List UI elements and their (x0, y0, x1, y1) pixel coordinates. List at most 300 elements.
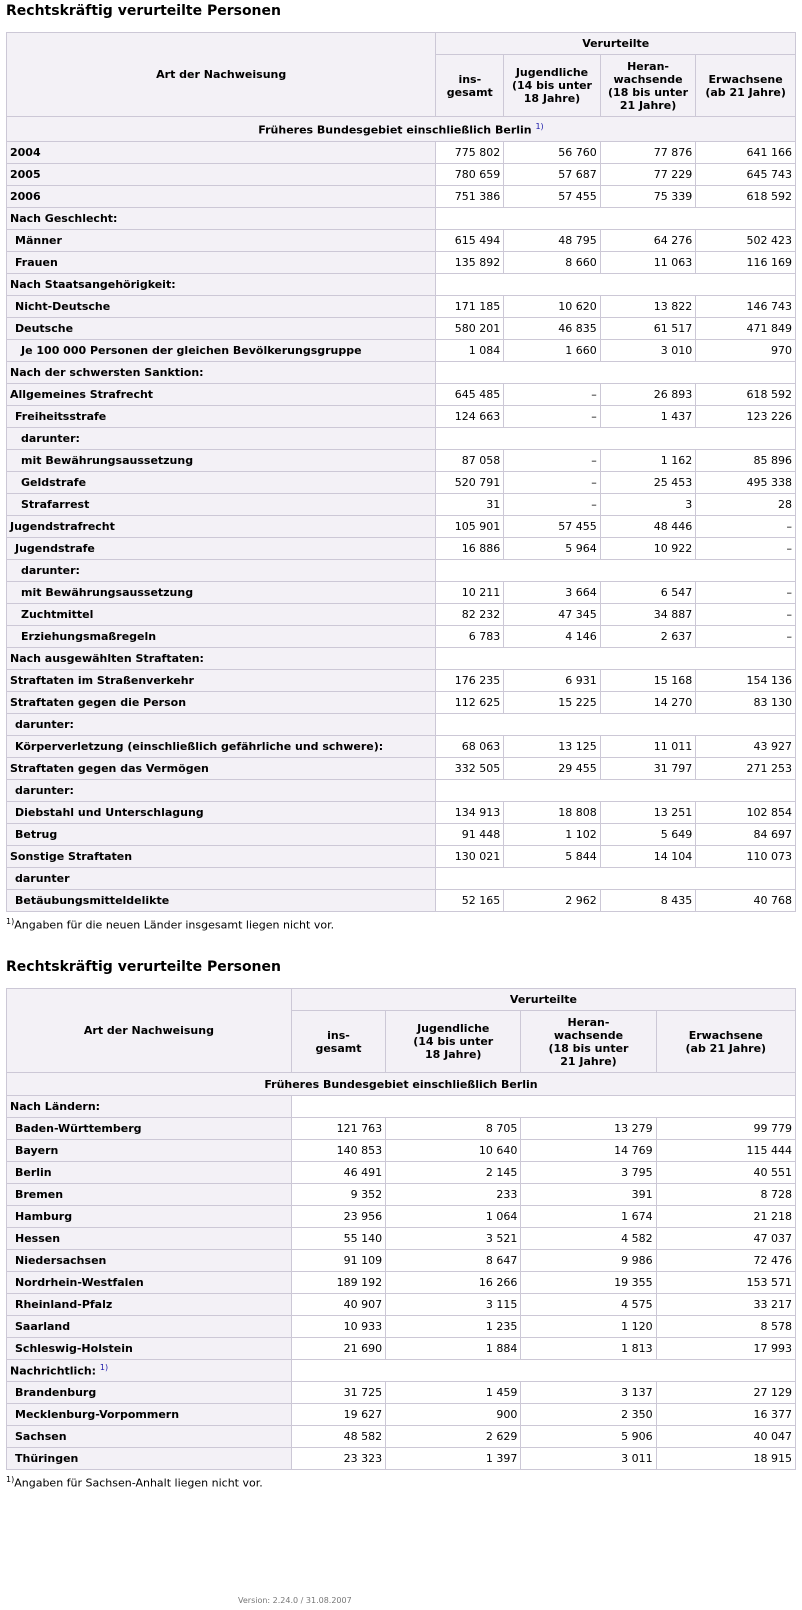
value-cell: 6 547 (600, 582, 696, 604)
row-label-text: Nordrhein-Westfalen (15, 1276, 144, 1289)
row-label (7, 1118, 292, 1140)
row-label (7, 758, 436, 780)
value-cell: 21 218 (656, 1206, 795, 1228)
table-row (7, 1184, 796, 1206)
empty-cell (436, 362, 796, 384)
row-label-text: Körperverletzung (einschließlich gefährliche und schwere): (15, 740, 384, 753)
row-label-text: Schleswig-Holstein (15, 1342, 133, 1355)
value-cell: 15 168 (600, 670, 696, 692)
value-cell: 2 629 (386, 1426, 521, 1448)
header-col-1 (386, 1011, 521, 1073)
value-cell: 1 397 (386, 1448, 521, 1470)
value-cell: 140 853 (291, 1140, 385, 1162)
value-cell: 615 494 (436, 230, 504, 252)
section-heading (7, 1073, 796, 1096)
value-cell: 271 253 (696, 758, 796, 780)
table-row (7, 604, 796, 626)
table-row (7, 1448, 796, 1470)
row-label (7, 274, 436, 296)
value-cell: 135 892 (436, 252, 504, 274)
header-col-line: 21 Jahre) (560, 1054, 617, 1068)
value-cell: 26 893 (600, 384, 696, 406)
table-row (7, 252, 796, 274)
row-label (7, 406, 436, 428)
empty-cell (436, 428, 796, 450)
value-cell: 8 728 (656, 1184, 795, 1206)
value-cell: 31 797 (600, 758, 696, 780)
row-label-text: Nach Ländern: (10, 1100, 101, 1113)
table1 (6, 32, 796, 912)
value-cell: 52 165 (436, 890, 504, 912)
value-cell: 13 251 (600, 802, 696, 824)
table-group-row (7, 780, 796, 802)
row-label-text: Jugendstrafe (15, 542, 95, 555)
row-label-text: Nach Staatsangehörigkeit: (10, 278, 176, 291)
row-label-text: mit Bewährungsaussetzung (21, 586, 194, 599)
row-label-text: Straftaten im Straßenverkehr (10, 674, 194, 687)
value-cell: 121 763 (291, 1118, 385, 1140)
value-cell: 900 (386, 1404, 521, 1426)
table-group-row (7, 1360, 796, 1382)
header-col-line: Jugendliche (417, 1022, 490, 1035)
header-col-line: ins- (327, 1028, 350, 1042)
value-cell: 40 768 (696, 890, 796, 912)
header-col-line: (ab 21 Jahre) (705, 85, 786, 99)
value-cell: 46 835 (504, 318, 601, 340)
row-label-text: Jugendstrafrecht (10, 520, 115, 533)
row-label-text: 2004 (10, 146, 41, 159)
value-cell: 645 485 (436, 384, 504, 406)
header-col-line: ins- (458, 72, 482, 86)
header-col-line: Erwachsene (688, 1028, 763, 1042)
row-label-text: darunter: (21, 432, 80, 445)
value-cell: 68 063 (436, 736, 504, 758)
table-row (7, 1316, 796, 1338)
value-cell: 21 690 (291, 1338, 385, 1360)
row-label (7, 560, 436, 582)
value-cell: 775 802 (436, 142, 504, 164)
row-label-text: Je 100 000 Personen der gleichen Bevölkerungsgruppe (21, 344, 362, 357)
row-label-text: Betäubungsmitteldelikte (15, 894, 170, 907)
table-row (7, 670, 796, 692)
row-label (7, 538, 436, 560)
value-cell: 15 225 (504, 692, 601, 714)
value-cell: 47 037 (656, 1228, 795, 1250)
row-label-text: Mecklenburg-Vorpommern (15, 1408, 180, 1421)
row-label-text: Nach ausgewählten Straftaten: (10, 652, 204, 665)
version-info: Version: 2.24.0 / 31.08.2007 (238, 1596, 352, 1605)
value-cell: 9 986 (521, 1250, 656, 1272)
row-label (7, 164, 436, 186)
table-group-row (7, 1096, 796, 1118)
value-cell: – (504, 472, 601, 494)
value-cell: 23 323 (291, 1448, 385, 1470)
value-cell: 176 235 (436, 670, 504, 692)
value-cell: 47 345 (504, 604, 601, 626)
row-label (7, 494, 436, 516)
header-art: Art der Nachweisung (7, 989, 292, 1073)
value-cell: 28 (696, 494, 796, 516)
value-cell: – (696, 626, 796, 648)
table-group-row (7, 208, 796, 230)
value-cell: 82 232 (436, 604, 504, 626)
value-cell: 43 927 (696, 736, 796, 758)
row-label-text: mit Bewährungsaussetzung (21, 454, 194, 467)
header-art: Art der Nachweisung (7, 33, 436, 117)
value-cell: 645 743 (696, 164, 796, 186)
value-cell: 110 073 (696, 846, 796, 868)
row-label-text: Thüringen (15, 1452, 79, 1465)
value-cell: 16 886 (436, 538, 504, 560)
value-cell: 146 743 (696, 296, 796, 318)
table-row (7, 846, 796, 868)
row-label (7, 1426, 292, 1448)
row-label-text: Betrug (15, 828, 58, 841)
value-cell: 8 660 (504, 252, 601, 274)
empty-cell (436, 714, 796, 736)
table-row (7, 736, 796, 758)
row-label-text: 2005 (10, 168, 41, 181)
header-col-3 (696, 55, 796, 117)
value-cell: 13 125 (504, 736, 601, 758)
value-cell: 91 448 (436, 824, 504, 846)
value-cell: 5 964 (504, 538, 601, 560)
row-label-text: darunter: (15, 718, 74, 731)
value-cell: 153 571 (656, 1272, 795, 1294)
table-group-row (7, 362, 796, 384)
header-col-3 (656, 1011, 795, 1073)
value-cell: 4 575 (521, 1294, 656, 1316)
table2 (6, 988, 796, 1470)
value-cell: 780 659 (436, 164, 504, 186)
value-cell: 3 137 (521, 1382, 656, 1404)
value-cell: 57 687 (504, 164, 601, 186)
row-label-text: Nach Geschlecht: (10, 212, 118, 225)
table-row (7, 340, 796, 362)
value-cell: 8 647 (386, 1250, 521, 1272)
value-cell: 2 350 (521, 1404, 656, 1426)
value-cell: 105 901 (436, 516, 504, 538)
value-cell: 84 697 (696, 824, 796, 846)
value-cell: 5 844 (504, 846, 601, 868)
row-label-text: Sonstige Straftaten (10, 850, 133, 863)
row-label (7, 670, 436, 692)
row-label-text: Saarland (15, 1320, 71, 1333)
value-cell: 10 922 (600, 538, 696, 560)
header-col-line: (18 bis unter (548, 1041, 629, 1055)
value-cell: 130 021 (436, 846, 504, 868)
value-cell: 19 627 (291, 1404, 385, 1426)
value-cell: 8 578 (656, 1316, 795, 1338)
value-cell: 64 276 (600, 230, 696, 252)
table-row (7, 1140, 796, 1162)
value-cell: 618 592 (696, 186, 796, 208)
value-cell: 970 (696, 340, 796, 362)
table-row (7, 758, 796, 780)
value-cell: 4 582 (521, 1228, 656, 1250)
row-label (7, 1360, 292, 1382)
row-label-text: Freiheitsstrafe (15, 410, 107, 423)
header-col-line: (18 bis unter (608, 85, 689, 99)
table-row (7, 186, 796, 208)
value-cell: 332 505 (436, 758, 504, 780)
table-group-row (7, 714, 796, 736)
value-cell: 6 931 (504, 670, 601, 692)
row-label-text: Nachrichtlich: (10, 1364, 97, 1378)
row-label-text: Brandenburg (15, 1386, 97, 1399)
value-cell: 2 637 (600, 626, 696, 648)
value-cell: 3 795 (521, 1162, 656, 1184)
value-cell: 1 813 (521, 1338, 656, 1360)
value-cell: 29 455 (504, 758, 601, 780)
value-cell: 34 887 (600, 604, 696, 626)
row-label-text: Niedersachsen (15, 1254, 107, 1267)
header-group: Verurteilte (436, 33, 796, 55)
header-col-0 (436, 55, 504, 117)
header-col-line: gesamt (315, 1041, 362, 1055)
value-cell: 8 435 (600, 890, 696, 912)
value-cell: 19 355 (521, 1272, 656, 1294)
header-col-line: Heran- (567, 1015, 610, 1029)
value-cell: 14 104 (600, 846, 696, 868)
value-cell: 154 136 (696, 670, 796, 692)
row-label (7, 296, 436, 318)
empty-cell (291, 1096, 795, 1118)
table-row (7, 1338, 796, 1360)
value-cell: 233 (386, 1184, 521, 1206)
table-row (7, 318, 796, 340)
value-cell: 10 640 (386, 1140, 521, 1162)
row-label-text: darunter: (15, 784, 74, 797)
row-label-text: Rheinland-Pfalz (15, 1298, 113, 1311)
value-cell: 10 620 (504, 296, 601, 318)
value-cell: 124 663 (436, 406, 504, 428)
table-row (7, 1250, 796, 1272)
row-label (7, 1140, 292, 1162)
value-cell: 46 491 (291, 1162, 385, 1184)
value-cell: 471 849 (696, 318, 796, 340)
value-cell: – (696, 516, 796, 538)
value-cell: 641 166 (696, 142, 796, 164)
row-label-text: Nach der schwersten Sanktion: (10, 366, 204, 379)
value-cell: 57 455 (504, 186, 601, 208)
header-col-line: wachsende (553, 1028, 624, 1042)
row-label (7, 1206, 292, 1228)
value-cell: 14 270 (600, 692, 696, 714)
value-cell: 6 783 (436, 626, 504, 648)
value-cell: 11 063 (600, 252, 696, 274)
row-label (7, 318, 436, 340)
table2-title: Rechtskräftig verurteilte Personen (6, 959, 281, 975)
row-label (7, 142, 436, 164)
value-cell: – (696, 604, 796, 626)
row-label (7, 208, 436, 230)
row-label (7, 230, 436, 252)
row-label (7, 1338, 292, 1360)
section-label: Früheres Bundesgebiet einschließlich Berlin (264, 1077, 538, 1091)
row-label (7, 846, 436, 868)
value-cell: 618 592 (696, 384, 796, 406)
table-row (7, 494, 796, 516)
row-label (7, 472, 436, 494)
row-label (7, 604, 436, 626)
row-label (7, 1162, 292, 1184)
table-group-row (7, 868, 796, 890)
footnote-ref: 1) (99, 1363, 109, 1373)
value-cell: 391 (521, 1184, 656, 1206)
table-row (7, 450, 796, 472)
header-col-line: (14 bis unter (413, 1035, 494, 1048)
row-label (7, 692, 436, 714)
value-cell: 40 907 (291, 1294, 385, 1316)
value-cell: – (504, 450, 601, 472)
row-label (7, 1184, 292, 1206)
value-cell: 3 521 (386, 1228, 521, 1250)
table-row (7, 1228, 796, 1250)
value-cell: 33 217 (656, 1294, 795, 1316)
row-label-text: Sachsen (15, 1430, 67, 1443)
value-cell: 1 459 (386, 1382, 521, 1404)
value-cell: 1 235 (386, 1316, 521, 1338)
value-cell: 77 229 (600, 164, 696, 186)
value-cell: 1 660 (504, 340, 601, 362)
row-label-text: Straftaten gegen das Vermögen (10, 762, 209, 775)
row-label (7, 384, 436, 406)
empty-cell (436, 208, 796, 230)
header-col-line: 21 Jahre) (619, 98, 677, 112)
row-label (7, 1382, 292, 1404)
value-cell: 14 769 (521, 1140, 656, 1162)
value-cell: 11 011 (600, 736, 696, 758)
value-cell: – (696, 582, 796, 604)
value-cell: 5 906 (521, 1426, 656, 1448)
table1-block (6, 3, 796, 932)
table2-footnote: $^{1)}$Angaben für Sachsen-Anhalt liegen nicht vor. (6, 1475, 263, 1490)
value-cell: 48 446 (600, 516, 696, 538)
table-row (7, 142, 796, 164)
empty-cell (436, 648, 796, 670)
value-cell: 3 011 (521, 1448, 656, 1470)
row-label-text: Straftaten gegen die Person (10, 696, 187, 709)
value-cell: 83 130 (696, 692, 796, 714)
table-group-row (7, 428, 796, 450)
row-label-text: Hessen (15, 1232, 61, 1245)
row-label-text: Erziehungsmaßregeln (21, 630, 157, 643)
value-cell: 1 884 (386, 1338, 521, 1360)
value-cell: – (504, 406, 601, 428)
value-cell: 1 084 (436, 340, 504, 362)
row-label (7, 1272, 292, 1294)
row-label (7, 1228, 292, 1250)
value-cell: 27 129 (656, 1382, 795, 1404)
value-cell: 1 064 (386, 1206, 521, 1228)
row-label (7, 1404, 292, 1426)
table1-title: Rechtskräftig verurteilte Personen (6, 3, 281, 19)
value-cell: 115 444 (656, 1140, 795, 1162)
value-cell: 31 725 (291, 1382, 385, 1404)
table-row (7, 472, 796, 494)
value-cell: 87 058 (436, 450, 504, 472)
table-row (7, 516, 796, 538)
table-row (7, 1162, 796, 1184)
value-cell: 25 453 (600, 472, 696, 494)
value-cell: 13 279 (521, 1118, 656, 1140)
value-cell: – (504, 384, 601, 406)
row-label-text: Frauen (15, 256, 58, 269)
value-cell: 9 352 (291, 1184, 385, 1206)
table-row (7, 1294, 796, 1316)
value-cell: 56 760 (504, 142, 601, 164)
header-col-line: 18 Jahre) (425, 1048, 482, 1061)
row-label-text: Bayern (15, 1144, 59, 1157)
table-group-row (7, 560, 796, 582)
header-col-line: 18 Jahre) (523, 92, 581, 105)
value-cell: 1 162 (600, 450, 696, 472)
value-cell: 13 822 (600, 296, 696, 318)
table-row (7, 1272, 796, 1294)
table-row (7, 626, 796, 648)
row-label-text: Nicht-Deutsche (15, 300, 111, 313)
table-row (7, 384, 796, 406)
value-cell: 520 791 (436, 472, 504, 494)
value-cell: 8 705 (386, 1118, 521, 1140)
table1-footnote: $^{1)}$Angaben für die neuen Länder insgesamt liegen nicht vor. (6, 917, 335, 932)
value-cell: 18 915 (656, 1448, 795, 1470)
table-row (7, 582, 796, 604)
header-col-line: (ab 21 Jahre) (685, 1041, 767, 1055)
row-label (7, 1096, 292, 1118)
row-label (7, 428, 436, 450)
row-label (7, 890, 436, 912)
empty-cell (436, 274, 796, 296)
row-label-text: Berlin (15, 1166, 52, 1179)
header-col-2 (521, 1011, 656, 1073)
value-cell: 40 047 (656, 1426, 795, 1448)
row-label (7, 1250, 292, 1272)
footnote-ref: 1) (535, 121, 544, 131)
row-label-text: Allgemeines Strafrecht (10, 388, 154, 401)
value-cell: 17 993 (656, 1338, 795, 1360)
value-cell: 123 226 (696, 406, 796, 428)
value-cell: 3 010 (600, 340, 696, 362)
value-cell: 85 896 (696, 450, 796, 472)
value-cell: 112 625 (436, 692, 504, 714)
table-row (7, 1206, 796, 1228)
value-cell: 1 437 (600, 406, 696, 428)
value-cell: 72 476 (656, 1250, 795, 1272)
table-row (7, 1382, 796, 1404)
value-cell: – (504, 494, 601, 516)
value-cell: 580 201 (436, 318, 504, 340)
row-label (7, 186, 436, 208)
value-cell: 18 808 (504, 802, 601, 824)
value-cell: 2 962 (504, 890, 601, 912)
table-row (7, 1426, 796, 1448)
row-label (7, 714, 436, 736)
header-col-line: gesamt (446, 85, 493, 99)
section-heading (7, 117, 796, 142)
row-label (7, 582, 436, 604)
row-label-text: Hamburg (15, 1210, 73, 1223)
table-row (7, 890, 796, 912)
row-label (7, 340, 436, 362)
row-label-text: darunter (15, 872, 70, 885)
row-label (7, 362, 436, 384)
row-label-text: Männer (15, 234, 62, 247)
value-cell: 3 115 (386, 1294, 521, 1316)
row-label-text: Geldstrafe (21, 476, 87, 489)
row-label (7, 450, 436, 472)
